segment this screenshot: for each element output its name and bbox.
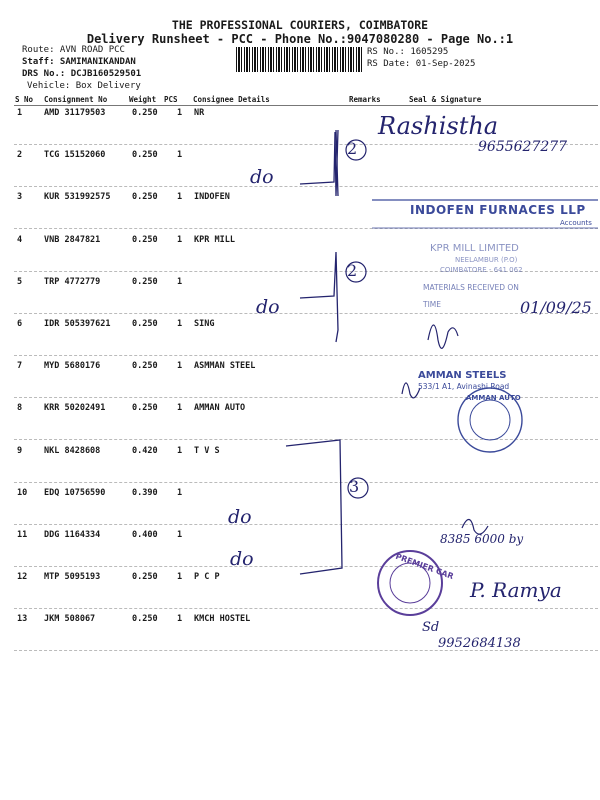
row-pcs: 1 xyxy=(177,276,183,287)
row-sno: 7 xyxy=(17,361,23,372)
row-sno: 3 xyxy=(17,192,23,203)
row-weight: 0.390 xyxy=(132,487,158,498)
row-sno: 11 xyxy=(17,530,28,540)
row-consignment-no: AMD 31179503 xyxy=(44,108,106,118)
row-weight: 0.250 xyxy=(132,361,158,372)
row-pcs: 1 xyxy=(177,572,183,583)
rs-number: RS No.: 1605295 xyxy=(367,47,449,57)
signature-name-row-12: P. Ramya xyxy=(470,578,562,602)
group-2-number: 2 xyxy=(347,261,358,280)
row-weight: 0.420 xyxy=(132,445,158,456)
row-pcs: 1 xyxy=(177,530,183,540)
col-consignee: Consignee Details xyxy=(193,95,270,104)
row-pcs: 1 xyxy=(177,361,183,372)
row-sno: 12 xyxy=(17,572,28,583)
row-weight: 0.250 xyxy=(132,572,158,583)
row-consignee: NR xyxy=(194,108,205,118)
row-consignee: SING xyxy=(194,319,215,329)
row-pcs: 1 xyxy=(177,108,183,118)
row-consignment-no: MTP 5095193 xyxy=(44,572,101,583)
ditto-row-12: do xyxy=(230,548,254,570)
reference-row-11: 8385 6000 by xyxy=(440,532,524,546)
row-consignment-no: MYD 5680176 xyxy=(44,361,101,372)
row-consignment-no: IDR 505397621 xyxy=(44,319,111,329)
group-1-number: 2 xyxy=(347,139,358,158)
indofen-stamp-name: INDOFEN FURNACES LLP xyxy=(410,203,586,217)
phone-row-13: 9952684138 xyxy=(438,636,521,651)
row-weight: 0.250 xyxy=(132,192,158,203)
row-sno: 1 xyxy=(17,108,23,118)
row-consignment-no: TCG 15152060 xyxy=(44,150,106,161)
row-pcs: 1 xyxy=(177,319,183,329)
row-weight: 0.250 xyxy=(132,234,158,245)
row-sno: 6 xyxy=(17,319,23,329)
row-pcs: 1 xyxy=(177,487,183,498)
rs-date: RS Date: 01-Sep-2025 xyxy=(367,59,476,69)
col-consignment: Consignment No xyxy=(44,95,108,104)
company-title: THE PROFESSIONAL COURIERS, COIMBATORE xyxy=(171,18,429,32)
group-3-number: 3 xyxy=(349,477,360,496)
row-sno: 4 xyxy=(17,234,23,245)
col-remarks: Remarks xyxy=(349,95,381,104)
row-sno: 8 xyxy=(17,403,23,414)
row-weight: 0.250 xyxy=(132,150,158,161)
col-pcs: PCS xyxy=(164,95,178,104)
row-consignment-no: TRP 4772779 xyxy=(44,276,101,287)
row-pcs: 1 xyxy=(177,614,183,625)
row-consignee: KMCH HOSTEL xyxy=(194,614,251,625)
row-sno: 5 xyxy=(17,276,23,287)
row-sno: 13 xyxy=(17,614,28,625)
row-consignment-no: NKL 8428608 xyxy=(44,445,101,456)
route-info: Route: AVN ROAD PCC xyxy=(22,45,125,55)
sd-mark: Sd xyxy=(422,620,440,635)
row-consignment-no: EDQ 10756590 xyxy=(44,487,106,498)
row-sno: 9 xyxy=(17,445,23,456)
bracket-group-1 xyxy=(300,130,338,196)
row-weight: 0.250 xyxy=(132,108,158,118)
premier-stamp-text: PREMIER CAR xyxy=(394,551,455,582)
row-pcs: 1 xyxy=(177,445,183,456)
row-consignment-no: KUR 531992575 xyxy=(44,192,111,203)
kpr-stamp-city: COIMBATORE - 641 062 xyxy=(440,266,523,274)
kpr-stamp-time: TIME xyxy=(423,300,442,309)
kpr-stamp-name: KPR MILL LIMITED xyxy=(430,243,519,254)
amman-steels-address: 533/1 A1, Avinashi Road xyxy=(418,382,510,391)
row-pcs: 1 xyxy=(177,403,183,414)
bracket-group-2 xyxy=(300,252,338,342)
ditto-row-2: do xyxy=(250,166,274,188)
row-weight: 0.250 xyxy=(132,403,158,414)
row-weight: 0.250 xyxy=(132,276,158,287)
signature-row-7 xyxy=(428,325,458,348)
row-consignee: INDOFEN xyxy=(194,192,230,203)
staff-info: Staff: SAMIMANIKANDAN xyxy=(22,57,136,67)
row-pcs: 1 xyxy=(177,192,183,203)
row-consignee: T V S xyxy=(194,445,220,456)
col-seal: Seal & Signature xyxy=(409,95,482,104)
bracket-group-3 xyxy=(286,440,342,574)
amman-auto-stamp-text: AMMAN AUTO xyxy=(466,394,521,402)
phone-row-1: 9655627277 xyxy=(478,139,568,155)
row-sno: 2 xyxy=(17,150,23,161)
kpr-stamp-received: MATERIALS RECEIVED ON xyxy=(423,283,519,292)
row-consignment-no: DDG 1164334 xyxy=(44,530,101,540)
received-date: 01/09/25 xyxy=(520,298,592,317)
runsheet-subtitle: Delivery Runsheet - PCC - Phone No.:9047080280 - Page No.:1 xyxy=(86,32,514,46)
row-weight: 0.250 xyxy=(132,614,158,625)
row-pcs: 1 xyxy=(177,234,183,245)
row-weight: 0.250 xyxy=(132,319,158,329)
row-sno: 10 xyxy=(17,487,28,498)
row-consignee: KPR MILL xyxy=(194,234,235,245)
amman-steels-stamp: AMMAN STEELS xyxy=(418,370,507,381)
col-weight: Weight xyxy=(129,95,157,104)
row-consignee: AMMAN AUTO xyxy=(194,403,246,414)
row-weight: 0.400 xyxy=(132,530,158,540)
row-consignee: ASMMAN STEEL xyxy=(194,361,256,372)
row-consignment-no: VNB 2847821 xyxy=(44,234,101,245)
row-consignment-no: JKM 508067 xyxy=(44,614,96,625)
drs-number: DRS No.: DCJB160529501 xyxy=(22,69,142,79)
col-sno: S No xyxy=(15,95,34,104)
row-pcs: 1 xyxy=(177,150,183,161)
row-consignment-no: KRR 50202491 xyxy=(44,403,106,414)
kpr-stamp-place: NEELAMBUR (P.O) xyxy=(455,256,518,264)
vehicle-info: Vehicle: Box Delivery xyxy=(27,81,141,91)
ditto-row-11: do xyxy=(228,506,252,528)
row-consignee: P C P xyxy=(194,572,220,583)
signature-name-row-1: Rashistha xyxy=(378,112,499,140)
ditto-row-5: do xyxy=(256,296,280,318)
indofen-stamp-sub: Accounts xyxy=(560,219,592,227)
